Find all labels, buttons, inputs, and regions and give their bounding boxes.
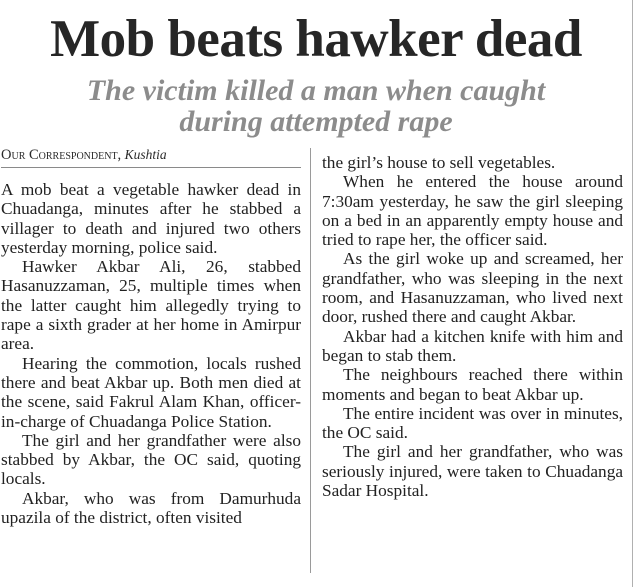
- paragraph: The girl and her grandfather were also stabbed by Akbar, the OC said, quoting locals.: [1, 430, 301, 489]
- subheadline: [0, 75, 632, 137]
- paragraph: As the girl woke up and screamed, her grandfather, who was sleeping in the next room, and Hasanuzzaman, who lived next door, rushed there and caught Akbar.: [322, 249, 623, 327]
- article-column-left: [1, 147, 301, 527]
- paragraph: Akbar had a kitchen knife with him and began to stab them.: [322, 326, 623, 365]
- paragraph: When he entered the house around 7:30am yesterday, he saw the girl sleeping on a bed in an apparently empty house and tried to rape her, the officer said.: [322, 172, 623, 250]
- paragraph: A mob beat a vegetable hawker dead in Chuadanga, minutes after he stabbed a villager to death and injured two others yesterday morning, police said.: [1, 180, 301, 257]
- headline: Mob beats hawker dead: [50, 10, 582, 68]
- article-column-right: [322, 153, 623, 500]
- subheadline-line-1: The victim killed a man when caught: [86, 74, 546, 107]
- byline-place: Kushtia: [124, 147, 167, 162]
- paragraph: the girl’s house to sell vegetables.: [322, 153, 556, 172]
- page-edge-rule: [632, 0, 633, 587]
- column-divider: [310, 148, 311, 573]
- subheadline-line-2: during attempted rape: [179, 105, 453, 138]
- paragraph: Hawker Akbar Ali, 26, stabbed Hasanuzzaman, 25, multiple times when the latter caught him allegedly trying to rape a sixth grader at her home in Amirpur area.: [1, 257, 301, 354]
- paragraph: Akbar, who was from Damurhuda upazila of the district, often visited: [1, 488, 301, 528]
- byline: [1, 147, 301, 168]
- paragraph: Hearing the commotion, locals rushed there and beat Akbar up. Both men died at the scene, said Fakrul Alam Khan, officer-in-charge of Chuadanga Police Station.: [1, 353, 301, 431]
- paragraph: The girl and her grandfather, who was seriously injured, were taken to Chuadanga Sadar Hospital.: [322, 442, 623, 501]
- paragraph: The neighbours reached there within moments and began to beat Akbar up.: [322, 365, 623, 404]
- paragraph: The entire incident was over in minutes, the OC said.: [322, 403, 623, 443]
- byline-writer: Our Correspondent,: [1, 147, 122, 163]
